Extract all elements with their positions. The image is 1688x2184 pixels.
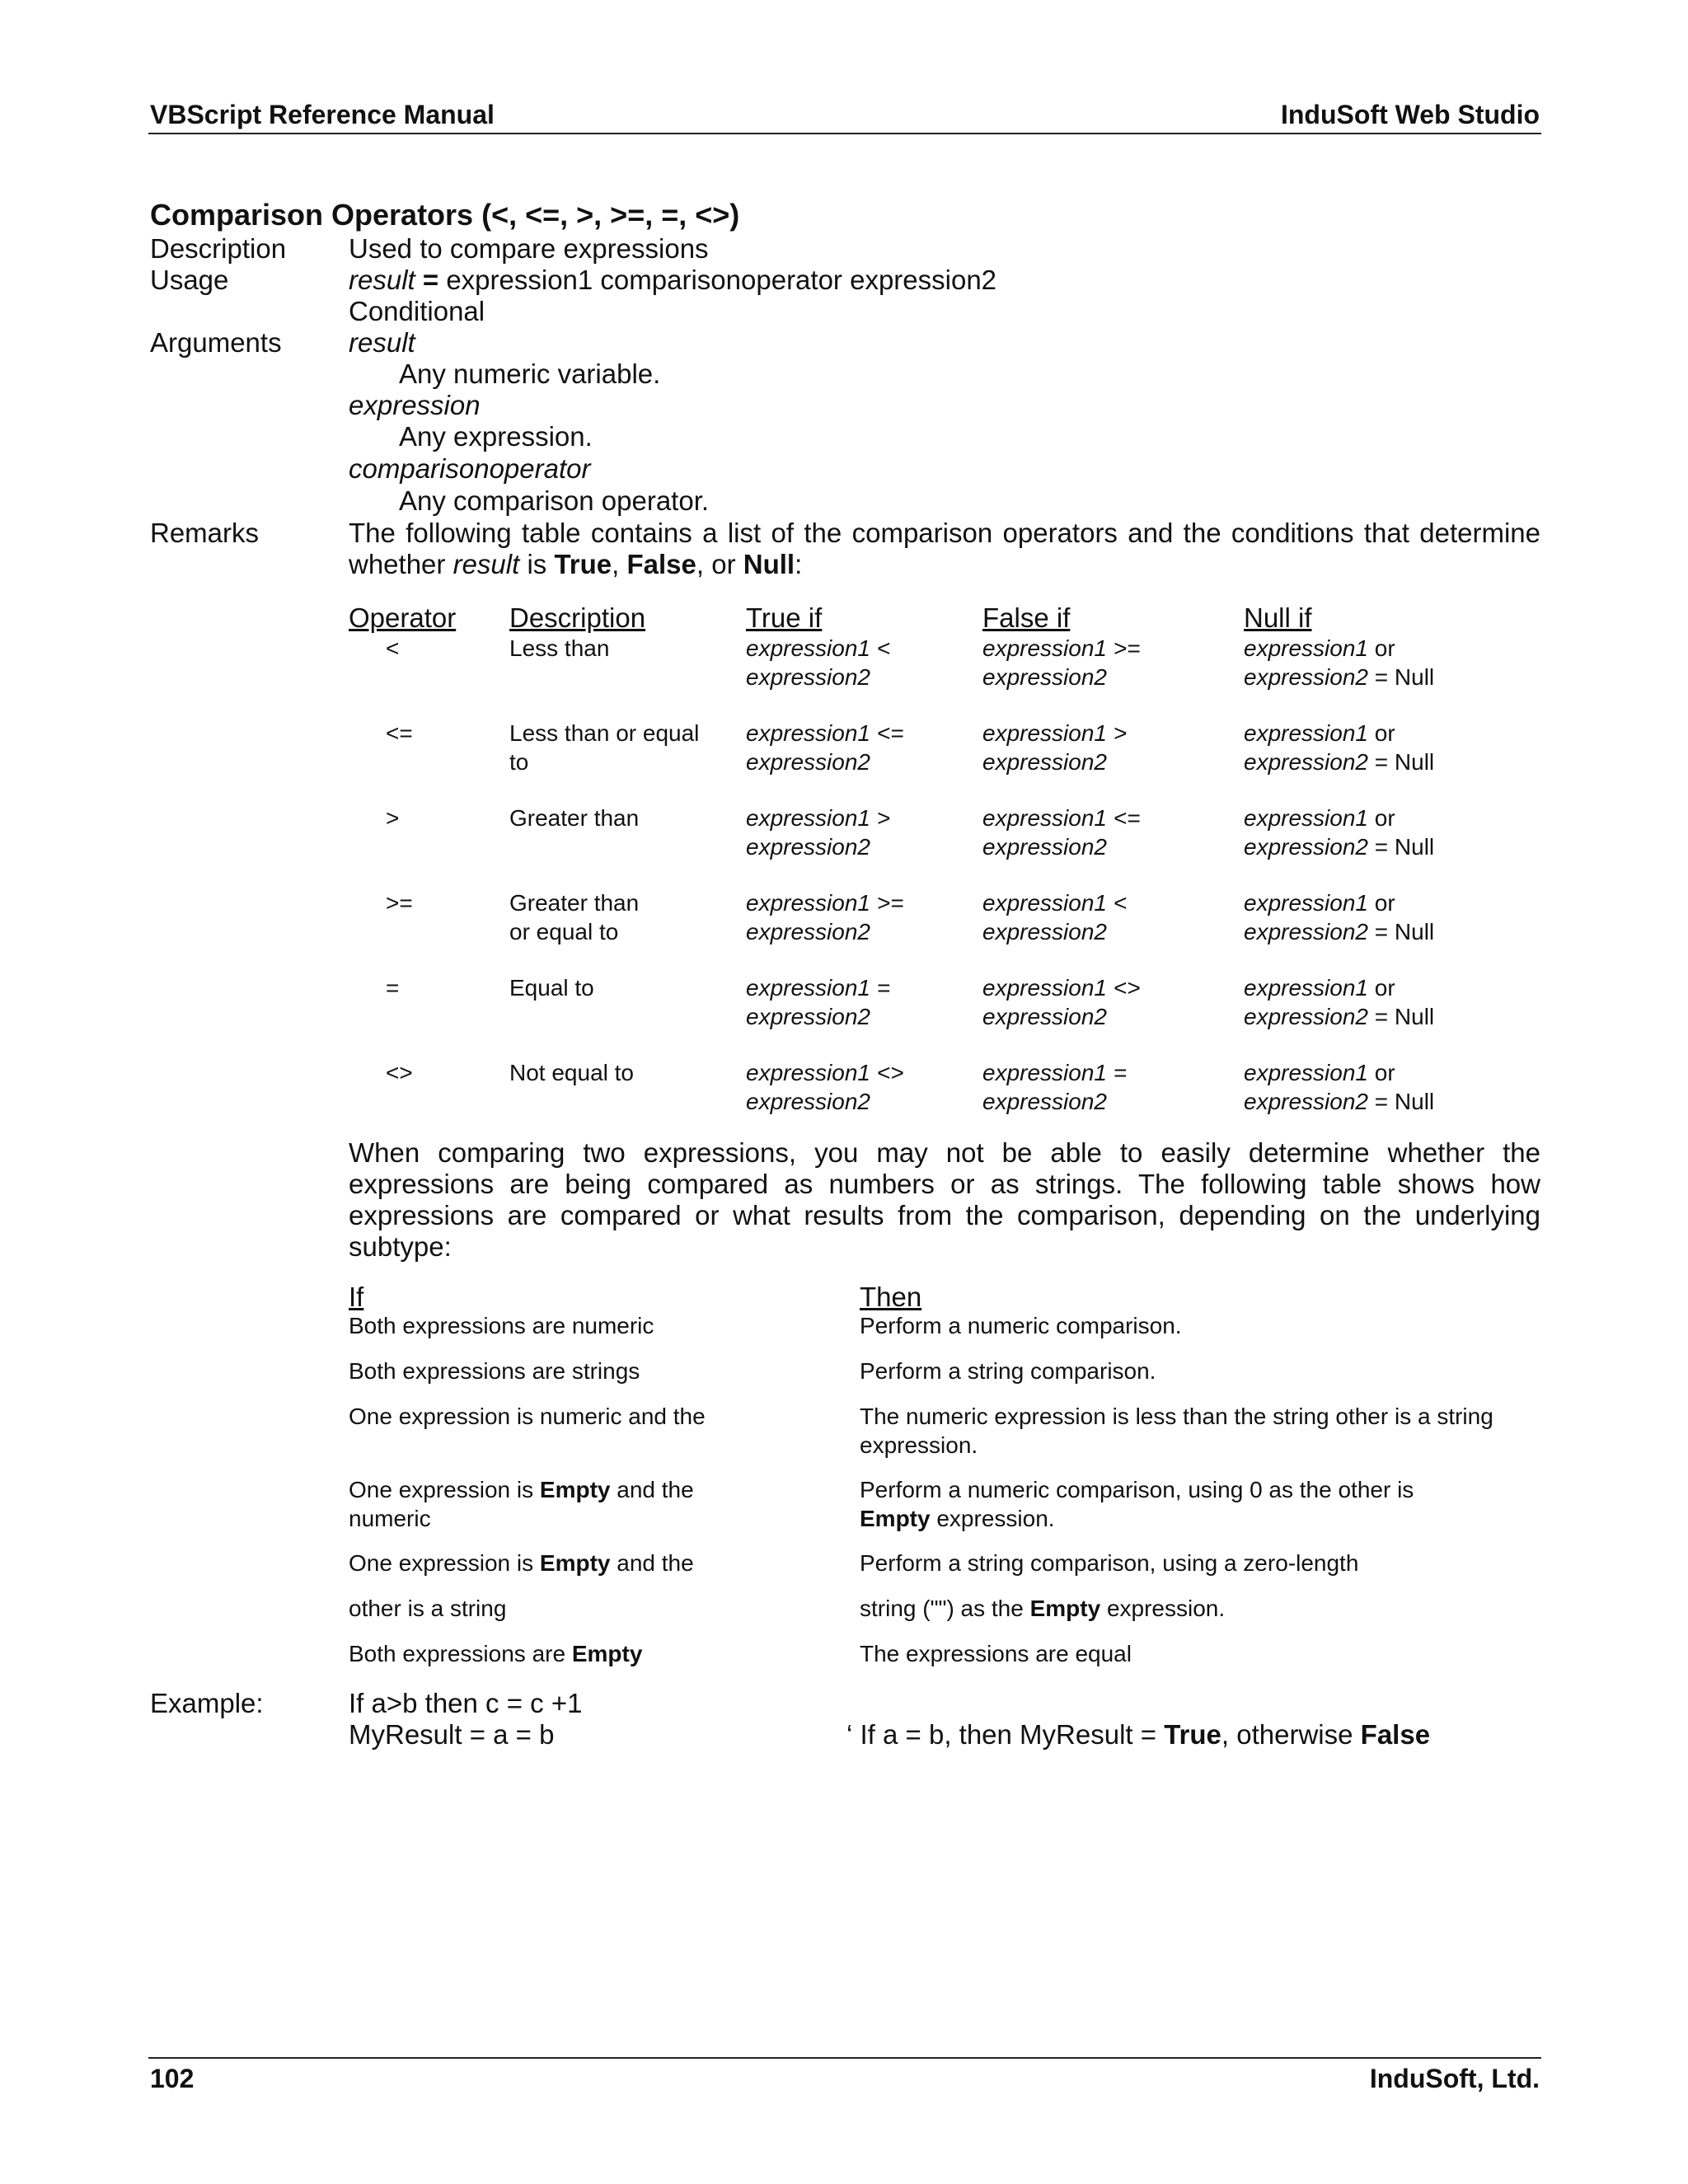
argument-desc-expression: Any expression. <box>399 421 593 452</box>
operator-null-if: expression1 or expression2 = Null <box>1244 805 1435 860</box>
usage-result-word: result <box>349 265 415 295</box>
operator-null-if: expression1 or expression2 = Null <box>1244 720 1435 775</box>
remarks-whether: whether <box>349 549 453 579</box>
subtype-row-if: One expression is Empty and the numeric <box>349 1477 694 1531</box>
subtype-row-then: string ("") as the Empty expression. <box>860 1596 1226 1621</box>
subtype-row-then: The expressions are equal <box>860 1641 1132 1666</box>
operators-header-null-if: Null if <box>1244 602 1312 633</box>
operator-description: Greater than or equal to <box>509 890 640 944</box>
header-manual-title: VBScript Reference Manual <box>150 100 495 129</box>
comparison-paragraph-line-3: expressions are compared or what results from the comparison, depending on the underlying <box>349 1200 1540 1230</box>
subtype-row-then: Perform a numeric comparison. <box>860 1313 1182 1338</box>
section-title: Comparison Operators (<, <=, >, >=, =, <>) <box>150 198 740 232</box>
argument-desc-result: Any numeric variable. <box>399 359 661 389</box>
operator-symbol: >= <box>386 890 413 916</box>
remarks-result-word: result <box>452 549 520 579</box>
subtype-row-if: Both expressions are strings <box>349 1358 640 1384</box>
description-text: Used to compare expressions <box>349 233 709 264</box>
operator-false-if: expression1 <= expression2 <box>982 805 1141 860</box>
header-product-name: InduSoft Web Studio <box>1280 100 1540 129</box>
example-comment: ‘ If a = b, then MyResult = True, otherwise False <box>846 1719 1431 1750</box>
footer-company: InduSoft, Ltd. <box>1369 2064 1540 2093</box>
argument-desc-comparisonoperator: Any comparison operator. <box>399 485 710 516</box>
comparison-paragraph-line-1: When comparing two expressions, you may not be able to easily determine whether the <box>349 1137 1540 1168</box>
argument-name-expression: expression <box>349 390 481 420</box>
operator-symbol: > <box>386 805 400 831</box>
operator-description: Equal to <box>509 975 594 1001</box>
operators-header-false-if: False if <box>982 602 1071 633</box>
subtype-row-if: Both expressions are Empty <box>349 1641 643 1666</box>
remarks-line-2 <box>349 549 802 580</box>
operator-true-if: expression1 <> expression2 <box>746 1060 904 1114</box>
subtype-row-then: Perform a string comparison. <box>860 1358 1156 1384</box>
description-label: Description <box>150 233 287 264</box>
operator-null-if: expression1 or expression2 = Null <box>1244 635 1435 690</box>
remarks-line-1: The following table contains a list of the comparison operators and the conditions that determine <box>349 518 1540 548</box>
arguments-label: Arguments <box>150 327 282 358</box>
usage-conditional: Conditional <box>349 296 485 326</box>
remarks-or: , or <box>696 549 743 579</box>
subtype-header-if: If <box>349 1282 364 1312</box>
remarks-is: is <box>519 549 555 579</box>
operators-header-true-if: True if <box>746 602 823 633</box>
remarks-null-word: Null <box>743 549 795 579</box>
operator-null-if: expression1 or expression2 = Null <box>1244 890 1435 944</box>
example-code-line-2: MyResult = a = b <box>349 1719 555 1750</box>
subtype-row-if: Both expressions are numeric <box>349 1313 654 1338</box>
operator-description: Less than <box>509 635 610 661</box>
operator-symbol: = <box>386 975 400 1001</box>
remarks-comma: , <box>612 549 627 579</box>
operator-false-if: expression1 <> expression2 <box>982 975 1141 1029</box>
operators-header-description: Description <box>509 602 646 633</box>
comparison-paragraph-line-2: expressions are being compared as numbers or as strings. The following table shows how <box>349 1169 1540 1199</box>
example-code-line-1: If a>b then c = c +1 <box>349 1688 583 1718</box>
operator-description: Greater than <box>509 805 640 831</box>
remarks-false-word: False <box>626 549 696 579</box>
operator-null-if: expression1 or expression2 = Null <box>1244 975 1435 1029</box>
subtype-row-then: Perform a numeric comparison, using 0 as the other is Empty expression. <box>860 1477 1414 1531</box>
usage-label: Usage <box>150 265 229 295</box>
operator-symbol: < <box>386 635 400 661</box>
operators-header-operator: Operator <box>349 602 457 633</box>
argument-name-comparisonoperator: comparisonoperator <box>349 453 591 484</box>
operator-description: Not equal to <box>509 1060 634 1085</box>
footer-page-number: 102 <box>150 2064 195 2093</box>
subtype-row-if: One expression is numeric and the <box>349 1404 706 1429</box>
header-rule <box>148 133 1541 134</box>
remarks-true-word: True <box>554 549 612 579</box>
comparison-paragraph-line-4: subtype: <box>349 1231 452 1262</box>
operator-false-if: expression1 > expression2 <box>982 720 1128 775</box>
operator-true-if: expression1 < expression2 <box>746 635 891 690</box>
subtype-row-then: Perform a string comparison, using a zero-length <box>860 1550 1359 1576</box>
argument-name-result: result <box>349 327 415 358</box>
usage-syntax <box>349 265 996 296</box>
operator-null-if: expression1 or expression2 = Null <box>1244 1060 1435 1114</box>
operator-true-if: expression1 = expression2 <box>746 975 891 1029</box>
subtype-row-then: The numeric expression is less than the string other is a string expression. <box>860 1404 1493 1458</box>
subtype-row-if: One expression is Empty and the <box>349 1550 694 1576</box>
subtype-row-if: other is a string <box>349 1596 507 1621</box>
operator-false-if: expression1 < expression2 <box>982 890 1128 944</box>
footer-rule <box>148 2057 1541 2059</box>
usage-equals: = <box>422 265 439 295</box>
operator-false-if: expression1 = expression2 <box>982 1060 1128 1114</box>
usage-rest: expression1 comparisonoperator expression2 <box>438 265 997 295</box>
example-label: Example: <box>150 1688 264 1718</box>
operator-true-if: expression1 >= expression2 <box>746 890 904 944</box>
operator-symbol: <> <box>386 1060 413 1085</box>
operator-true-if: expression1 > expression2 <box>746 805 891 860</box>
remarks-label: Remarks <box>150 518 260 548</box>
operator-symbol: <= <box>386 720 413 746</box>
subtype-header-then: Then <box>860 1282 922 1312</box>
operator-true-if: expression1 <= expression2 <box>746 720 904 775</box>
operator-false-if: expression1 >= expression2 <box>982 635 1141 690</box>
remarks-colon: : <box>795 549 803 579</box>
operator-description: Less than or equal to <box>509 720 700 775</box>
